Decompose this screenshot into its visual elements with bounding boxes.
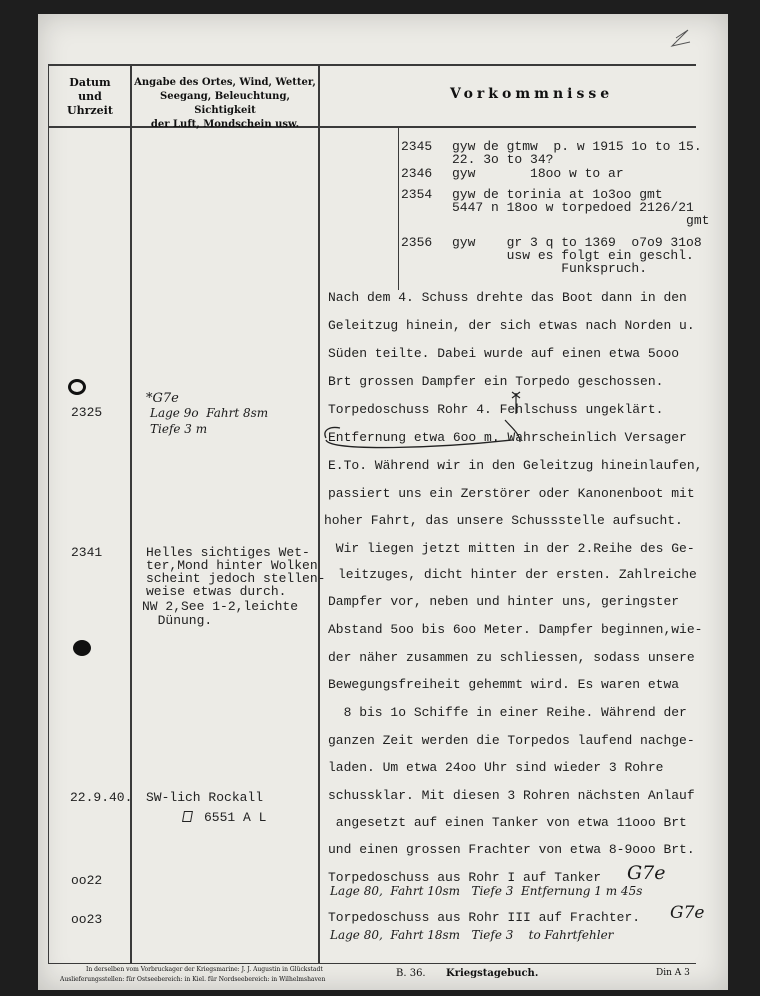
column-rule-3 [398, 126, 399, 290]
handwritten-g7e-freighter: G7e [670, 903, 705, 923]
header-conditions-line-3: der Luft, Mondschein usw. [150, 119, 300, 130]
page-left-rule [48, 64, 49, 964]
header-events: Vorkommnisse [450, 86, 614, 102]
narrative-line: Entfernung etwa 6oo m. Wahrscheinlich Versager [328, 430, 687, 445]
header-date-time [50, 76, 130, 118]
header-date-line-1: Datum [69, 76, 111, 89]
header-conditions-line-2: Seegang, Beleuchtung, Sichtigkeit [160, 91, 290, 116]
weather-line: ter,Mond hinter Wolken [146, 558, 318, 573]
handwritten-note-line: Tiefe 3 m [150, 422, 208, 436]
narrative-line: E.To. Während wir in den Geleitzug hineinlaufen, [328, 458, 703, 473]
footer-form-number: B. 36. [396, 968, 426, 979]
grid-square-text: 6551 A L [204, 810, 267, 825]
narrative-line: angesetzt auf einen Tanker von etwa 11ooo Brt [328, 815, 687, 830]
narrative-line: 8 bis 1o Schiffe in einer Reihe. Während der [328, 705, 687, 720]
footer-paper-size: Din A 3 [656, 968, 690, 978]
signal-text: gyw 18oo w to ar [452, 166, 624, 181]
page-bottom-rule [48, 963, 696, 964]
header-date-line-2: und [78, 90, 102, 103]
narrative-line: Torpedoschuss aus Rohr I auf Tanker [328, 870, 602, 885]
handwritten-g7e-tanker: G7e [627, 862, 666, 884]
location-text: SW-lich Rockall [146, 790, 264, 805]
signal-text: Funkspruch. [452, 261, 648, 276]
narrative-line: Bewegungsfreiheit gehemmt wird. Es waren etwa [328, 677, 680, 692]
signal-time: 2356 [401, 235, 433, 250]
signal-text: 22. 3o to 34? [452, 152, 554, 167]
time-0022: oo22 [71, 873, 103, 888]
handwritten-shot-data-tanker: Lage 80, Fahrt 10sm Tiefe 3 Entfernung 1 m 45s [330, 884, 643, 898]
weather-line: Helles sichtiges Wet- [146, 545, 310, 560]
signal-text: usw es folgt ein geschl. [452, 248, 694, 263]
narrative-line: Brt grossen Dampfer ein Torpedo geschossen. [328, 374, 664, 389]
handwritten-note-line: *G7e [146, 391, 179, 406]
narrative-line: leitzuges, dicht hinter der ersten. Zahlreiche [338, 567, 697, 582]
weather-line: NW 2,See 1-2,leichte [142, 599, 299, 614]
header-top-rule [48, 64, 696, 66]
narrative-line: hoher Fahrt, das unsere Schussstelle aufsucht. [324, 513, 683, 528]
footer-title: Kriegstagebuch. [446, 968, 539, 979]
narrative-line: Torpedoschuss aus Rohr III auf Frachter. [328, 910, 641, 925]
weather-line: weise etwas durch. [146, 584, 287, 599]
moon-symbol [68, 379, 86, 395]
narrative-line: und einen grossen Frachter von etwa 8-9ooo Brt. [328, 842, 695, 857]
time-2325: 2325 [71, 405, 103, 420]
signal-text: gyw de torinia at 1o3oo gmt [452, 187, 663, 202]
signal-text: 5447 n 18oo w torpedoed 2126/21 [452, 200, 694, 215]
signal-time: 2345 [401, 139, 433, 154]
date-22-9-40: 22.9.40. [70, 790, 133, 805]
narrative-line: ganzen Zeit werden die Torpedos laufend nachge- [328, 733, 695, 748]
footer-printer-line: In derselben vom Vorbruckager der Kriegsmarine: J. J. Augustin in Glückstadt [86, 966, 323, 973]
signal-text: gyw gr 3 q to 1369 o7o9 31o8 [452, 235, 702, 250]
narrative-line: passiert uns ein Zerstörer oder Kanonenboot mit [328, 486, 695, 501]
handwritten-note-line: Lage 9o Fahrt 8sm [150, 406, 269, 420]
narrative-line: Nach dem 4. Schuss drehte das Boot dann in den [328, 290, 687, 305]
header-conditions [132, 76, 318, 132]
signal-time: 2346 [401, 166, 433, 181]
column-rule-1 [130, 64, 132, 964]
footer-printer-line: Auslieferungsstellen: für Ostseebereich: in Kiel. für Nordseebereich: in Wilhelmshaven [60, 976, 326, 983]
moon-symbol [73, 640, 91, 656]
time-2341: 2341 [71, 545, 103, 560]
narrative-line: Geleitzug hinein, der sich etwas nach Norden u. [328, 318, 695, 333]
signal-time: 2354 [401, 187, 433, 202]
handwritten-shot-data-freighter: Lage 80, Fahrt 18sm Tiefe 3 to Fahrtfehler [330, 928, 614, 942]
time-0023: oo23 [71, 912, 103, 927]
narrative-line: Dampfer vor, neben und hinter uns, geringster [328, 594, 680, 609]
header-conditions-line-1: Angabe des Ortes, Wind, Wetter, [134, 77, 316, 88]
narrative-line: der näher zusammen zu schliessen, sodass unsere [328, 650, 695, 665]
narrative-line: Süden teilte. Dabei wurde auf einen etwa 5ooo [328, 346, 680, 361]
signal-text: gyw de gtmw p. w 1915 1o to 15. [452, 139, 702, 154]
signal-text: gmt [452, 213, 710, 228]
narrative-line: schussklar. Mit diesen 3 Rohren nächsten Anlauf [328, 788, 695, 803]
narrative-line: Torpedoschuss Rohr 4. Fehlschuss ungeklärt. [328, 402, 664, 417]
column-rule-2 [318, 64, 320, 964]
header-date-line-3: Uhrzeit [67, 104, 113, 117]
narrative-line: laden. Um etwa 24oo Uhr sind wieder 3 Rohre [328, 760, 664, 775]
weather-line: scheint jedoch stellen- [146, 571, 326, 586]
weather-line: Dünung. [142, 613, 213, 628]
narrative-line: Abstand 5oo bis 6oo Meter. Dampfer beginnen,wie- [328, 622, 703, 637]
narrative-line: Wir liegen jetzt mitten in der 2.Reihe des Ge- [328, 541, 695, 556]
